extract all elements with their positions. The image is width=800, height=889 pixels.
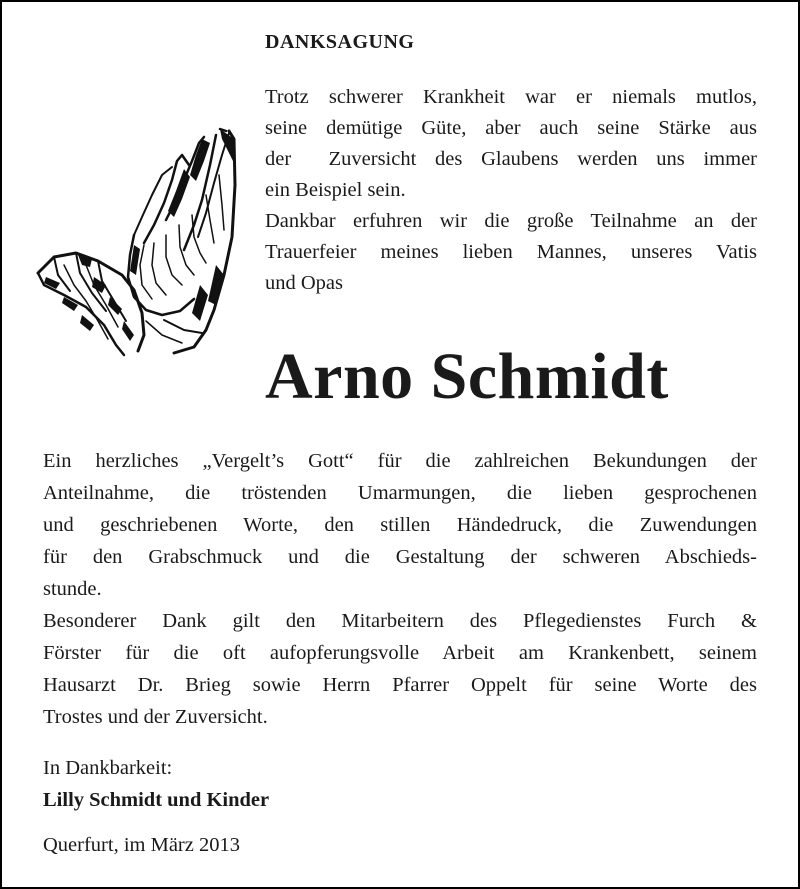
notice-heading: DANKSAGUNG	[265, 31, 415, 53]
closing-block	[43, 752, 269, 816]
body-line: Besonderer Dank gilt den Mitarbeitern des Pflegedienstes Furch &	[43, 610, 757, 632]
body-line: für den Grabschmuck und die Gestaltung der schweren Abschieds-	[43, 546, 757, 568]
body-line: Ein herzliches „Vergelt’s Gott“ für die zahlreichen Bekundungen der	[43, 450, 757, 472]
intro-line: Trotz schwerer Krankheit war er niemals mutlos,	[265, 86, 757, 108]
body-line: stunde.	[43, 578, 102, 600]
intro-line: ein Beispiel sein.	[265, 179, 406, 201]
body-line: Förster für die oft aufopferungsvolle Arbeit am Krankenbett, seinem	[43, 642, 757, 664]
intro-line: Dankbar erfuhren wir die große Teilnahme an der	[265, 210, 757, 232]
body-line: Hausarzt Dr. Brieg sowie Herrn Pfarrer Oppelt für seine Worte des	[43, 674, 757, 696]
body-line: und geschriebenen Worte, den stillen Händedruck, die Zuwendungen	[43, 514, 757, 536]
closing-label: In Dankbarkeit:	[43, 757, 173, 779]
intro-paragraph	[265, 82, 757, 299]
thanks-paragraph	[43, 445, 757, 733]
intro-line: und Opas	[265, 272, 344, 294]
body-line: Trostes und der Zuversicht.	[43, 706, 268, 728]
signature: Lilly Schmidt und Kinder	[43, 789, 270, 811]
body-line: Anteilnahme, die tröstenden Umarmungen, die lieben gesprochenen	[43, 482, 757, 504]
intro-line: seine demütige Güte, aber auch seine Stärke aus	[265, 117, 757, 139]
intro-line: Trauerfeier meines lieben Mannes, unseres Vatis	[265, 241, 757, 263]
praying-hands-icon	[34, 125, 239, 357]
place-date: Querfurt, im März 2013	[43, 834, 240, 856]
intro-line: der Zuversicht des Glaubens werden uns immer	[265, 148, 757, 170]
deceased-name: Arno Schmidt	[265, 340, 669, 413]
